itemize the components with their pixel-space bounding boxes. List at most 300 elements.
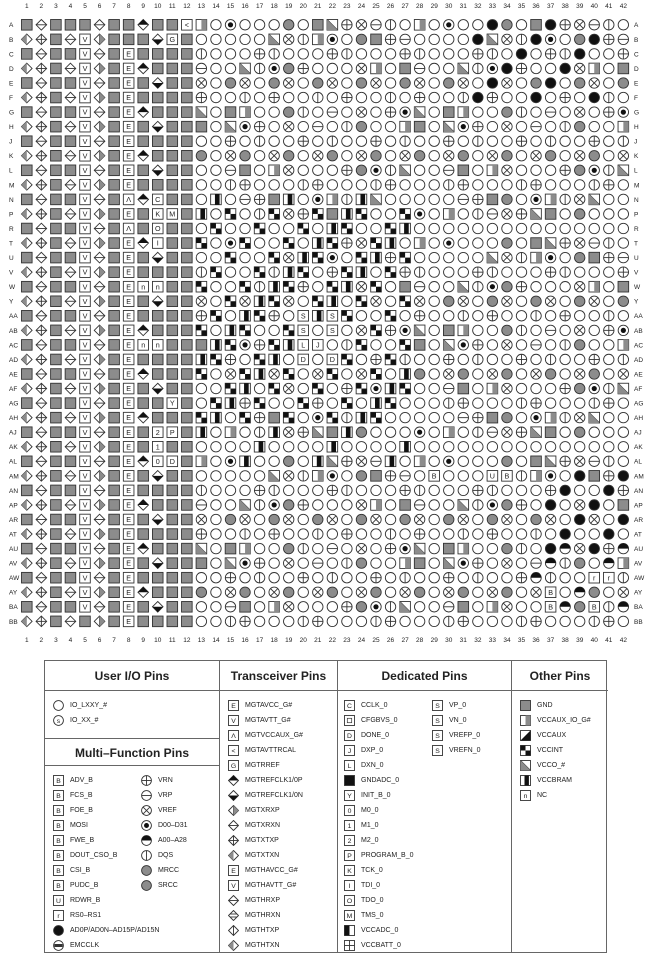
pin-cell (502, 427, 512, 437)
column-number-label: 30 (445, 637, 453, 644)
svg-text:V: V (82, 544, 88, 554)
pin-cell (211, 456, 221, 466)
pin-cell (487, 543, 497, 553)
pin-cell (502, 602, 512, 612)
pin-cell (560, 34, 570, 44)
pin-cell (225, 151, 235, 161)
pin-cell (298, 442, 308, 452)
legend-item-label: VREFN_0 (449, 747, 481, 754)
pin-cell (604, 180, 614, 190)
pin-cell (604, 369, 614, 379)
pin-cell (298, 107, 308, 117)
pin-cell (80, 252, 91, 263)
pin-cell (298, 165, 308, 175)
pin-cell (109, 296, 120, 307)
pin-cell (327, 107, 337, 117)
pin-cell (109, 325, 120, 336)
pin-cell (167, 296, 178, 307)
pin-cell (327, 151, 337, 161)
box-P-icon (344, 850, 355, 861)
pin-cell (487, 78, 497, 88)
pin-cell (414, 369, 424, 379)
pin-cell (313, 412, 323, 422)
pin-cell (269, 136, 279, 146)
pin-cell (152, 398, 163, 409)
pin-cell (94, 34, 105, 45)
pin-cell (589, 456, 599, 466)
svg-text:V: V (82, 253, 88, 263)
pin-cell (327, 573, 337, 583)
pin-cell (51, 281, 62, 292)
pin-cell (109, 543, 120, 554)
pin-cell (487, 238, 497, 248)
pin-cell (327, 398, 337, 408)
pin-cell (313, 136, 323, 146)
svg-text:E: E (126, 602, 132, 612)
pin-cell (473, 180, 483, 190)
pin-cell (225, 602, 235, 612)
pin-cell (240, 500, 251, 511)
pin-cell (196, 121, 207, 132)
pin-cell (225, 136, 235, 146)
pin-cell (65, 223, 76, 234)
pin-cell (298, 49, 308, 59)
pin-cell (94, 543, 105, 554)
pin-cell (225, 20, 235, 30)
column-number-label: 6 (97, 637, 102, 644)
pin-cell (22, 209, 33, 220)
pin-cell (371, 369, 382, 380)
pin-cell (254, 296, 265, 307)
pin-cell (356, 296, 367, 307)
pin-cell (618, 412, 628, 422)
pin-cell (443, 209, 454, 220)
column-number-label: 8 (126, 3, 131, 10)
row-letter-label: J (9, 138, 13, 146)
pin-cell (385, 529, 395, 539)
pin-cell (502, 500, 512, 510)
pin-cell (487, 20, 497, 30)
pin-cell (211, 514, 221, 524)
pin-cell (182, 558, 193, 569)
row-letter-label: AB (9, 327, 18, 335)
row-letter-label: U (634, 255, 639, 262)
pin-cell (356, 223, 366, 233)
pin-cell (443, 107, 454, 118)
pin-cell (109, 267, 120, 278)
svg-text:S: S (329, 311, 335, 321)
pin-cell (458, 587, 468, 597)
pin-cell (240, 92, 250, 102)
pin-cell (36, 558, 47, 569)
pin-cell (502, 456, 512, 466)
pin-cell (342, 442, 352, 452)
pin-cell (458, 121, 468, 131)
pin-cell (371, 383, 381, 393)
pin-cell (284, 602, 294, 612)
pin-cell (182, 121, 193, 132)
pin-cell (225, 514, 235, 524)
svg-text:E: E (126, 573, 132, 583)
pin-cell (182, 209, 193, 220)
pin-cell (429, 34, 439, 44)
pin-cell (94, 471, 105, 482)
pin-cell (604, 223, 614, 233)
box-0-icon (344, 805, 355, 816)
row-letter-label: H (9, 124, 14, 132)
svg-text:G: G (169, 34, 176, 44)
pin-cell (65, 398, 76, 409)
pin-cell (51, 543, 62, 554)
pin-cell (371, 20, 381, 30)
pin-cell (313, 325, 323, 335)
pin-cell (400, 587, 410, 597)
row-letter-label: F (634, 94, 638, 102)
pin-cell (444, 471, 454, 481)
pin-cell (152, 354, 163, 365)
pin-cell (240, 151, 250, 161)
pin-cell (284, 427, 294, 437)
column-number-label: 41 (605, 3, 613, 10)
pin-cell (371, 456, 381, 466)
pin-cell (487, 252, 498, 263)
pin-cell (356, 369, 366, 379)
svg-text:V: V (82, 355, 88, 365)
pin-cell (94, 165, 105, 176)
row-letter-label: AP (634, 502, 643, 510)
pin-cell (400, 573, 410, 583)
pin-cell (487, 471, 498, 482)
pin-cell (152, 223, 163, 234)
pin-cell (182, 165, 193, 176)
pin-cell (502, 194, 512, 204)
pin-cell (65, 412, 76, 423)
pin-cell (123, 587, 134, 598)
pin-cell (22, 558, 33, 569)
pin-cell (269, 558, 279, 568)
legend-item-label: RS0–RS1 (70, 912, 102, 919)
pin-cell (560, 194, 570, 204)
pin-cell (618, 78, 628, 88)
pin-cell (604, 165, 614, 175)
pin-cell (269, 238, 279, 248)
box-L-icon (344, 760, 355, 771)
pin-cell (254, 78, 264, 88)
pin-cell (414, 78, 424, 88)
pin-cell (560, 49, 570, 59)
pin-cell (531, 543, 541, 553)
pin-cell (80, 296, 91, 307)
pin-cell (400, 558, 411, 569)
pin-cell (356, 238, 366, 248)
legend-item-label: PUDC_B (70, 882, 99, 889)
pin-cell (560, 369, 570, 379)
pin-cell (575, 485, 585, 495)
pin-cell (80, 427, 91, 438)
pin-cell (167, 223, 178, 234)
diamond-bar-icon (228, 835, 239, 846)
box-Y-icon (344, 790, 355, 801)
pin-cell (604, 471, 614, 481)
pin-cell (575, 63, 585, 73)
pin-cell (123, 150, 134, 161)
pin-cell (254, 267, 265, 278)
row-letter-label: BA (9, 604, 18, 612)
pin-cell (80, 369, 91, 380)
pin-cell (487, 354, 497, 364)
legend-item-label: DXP_0 (361, 747, 384, 754)
row-letter-label: L (9, 167, 13, 175)
pin-cell (502, 121, 512, 131)
pin-cell (167, 602, 178, 613)
pin-cell (385, 354, 396, 365)
pin-cell (138, 223, 149, 234)
pin-cell (458, 485, 468, 495)
pin-cell (589, 20, 599, 30)
pin-cell (152, 369, 163, 380)
column-number-label: 16 (241, 637, 249, 644)
pin-cell (604, 602, 614, 612)
pin-cell (94, 311, 105, 322)
pin-cell (109, 34, 120, 45)
svg-text:E: E (126, 587, 132, 597)
pin-cell (196, 573, 206, 583)
pin-cell (167, 398, 178, 409)
pin-cell (414, 383, 424, 393)
pin-cell (109, 471, 120, 482)
pin-cell (575, 602, 585, 612)
pin-cell (36, 238, 47, 249)
pin-cell (429, 209, 439, 219)
pin-cell (182, 252, 193, 263)
box-S-icon (432, 730, 443, 741)
pin-cell (356, 354, 366, 364)
column-number-label: 5 (83, 637, 87, 644)
pin-cell (487, 194, 498, 205)
pin-cell (240, 49, 250, 59)
pin-cell (196, 63, 206, 73)
pin-cell (65, 325, 76, 336)
pin-cell (531, 587, 541, 597)
pin-cell (487, 573, 497, 583)
circle-x-icon (141, 805, 152, 816)
pin-cell (298, 427, 308, 437)
row-letter-label: K (634, 153, 639, 161)
pin-cell (473, 194, 483, 204)
pin-cell (123, 558, 134, 569)
pin-cell (65, 471, 76, 482)
pin-cell (269, 427, 280, 438)
pin-cell (371, 616, 381, 626)
pin-cell (516, 252, 526, 262)
pin-cell (123, 34, 134, 45)
pin-cell (313, 602, 323, 612)
pin-cell (487, 383, 498, 394)
pin-cell (65, 340, 76, 351)
pin-cell (575, 136, 585, 146)
pin-cell (196, 340, 207, 351)
column-number-label: 42 (619, 3, 627, 10)
box-B-icon (53, 880, 64, 891)
pin-cell (196, 92, 206, 102)
pin-cell (516, 78, 526, 88)
pin-cell (225, 442, 235, 452)
pin-cell (225, 558, 236, 569)
pin-cell (211, 296, 221, 306)
pin-cell (167, 616, 178, 627)
pin-cell (80, 572, 91, 583)
pin-cell (51, 354, 62, 365)
pin-cell (211, 412, 222, 423)
box-checker-icon (520, 745, 531, 756)
pin-cell (473, 514, 483, 524)
pin-cell (94, 252, 105, 263)
pin-cell (65, 150, 76, 161)
pin-cell (516, 267, 526, 277)
pin-cell (22, 412, 33, 423)
pin-cell (182, 78, 193, 89)
pin-cell (167, 92, 178, 103)
svg-text:E: E (126, 151, 132, 161)
pin-cell (65, 194, 76, 205)
pin-cell (618, 543, 628, 553)
pin-cell (211, 427, 221, 437)
pin-cell (109, 602, 120, 613)
pin-cell (51, 500, 62, 511)
pin-cell (225, 587, 235, 597)
pin-cell (327, 529, 337, 539)
pin-cell (473, 223, 483, 233)
pin-cell (531, 529, 541, 539)
pin-cell (327, 267, 337, 277)
pin-cell (138, 34, 149, 45)
pin-cell (109, 78, 120, 89)
column-number-label: 41 (605, 637, 613, 644)
row-letter-label: U (9, 255, 14, 262)
box-O-icon (344, 895, 355, 906)
svg-text:V: V (82, 93, 88, 103)
pin-cell (283, 194, 294, 205)
pin-cell (487, 267, 497, 277)
pin-cell (575, 282, 585, 292)
svg-text:V: V (82, 442, 88, 452)
pin-cell (269, 543, 279, 553)
pin-cell (356, 587, 366, 597)
pin-cell (473, 136, 483, 146)
pin-cell (487, 427, 497, 437)
pin-cell (94, 267, 105, 278)
pin-cell (560, 296, 570, 306)
pin-cell (22, 194, 33, 205)
pin-cell (575, 194, 585, 204)
pin-cell (473, 311, 483, 321)
pin-cell (589, 427, 599, 437)
pin-cell (152, 180, 163, 191)
svg-text:V: V (82, 195, 88, 204)
pin-cell (196, 456, 207, 467)
pin-cell (196, 136, 206, 146)
svg-text:S: S (300, 311, 306, 321)
box-B-icon (53, 835, 64, 846)
pin-cell (618, 107, 628, 117)
pin-cell (313, 587, 323, 597)
pin-cell (298, 616, 308, 626)
pin-cell (240, 573, 250, 583)
pin-cell (516, 485, 526, 495)
pin-cell (152, 49, 163, 60)
pin-cell (313, 340, 324, 351)
pin-cell (167, 558, 178, 569)
pin-cell (487, 485, 497, 495)
pin-cell (342, 136, 352, 146)
pin-cell (284, 485, 294, 495)
svg-text:E: E (126, 486, 132, 495)
pin-cell (65, 616, 76, 627)
pin-cell (182, 543, 193, 554)
legend-item-label: MGTHAVTT_G# (245, 882, 297, 889)
pin-cell (400, 500, 411, 511)
pin-cell (327, 383, 337, 393)
pin-cell (36, 572, 47, 583)
pin-cell (429, 238, 439, 248)
pin-cell (94, 281, 105, 292)
pin-cell (429, 223, 439, 233)
pin-cell (575, 223, 585, 233)
pin-cell (400, 136, 410, 146)
pin-cell (458, 209, 468, 219)
pin-cell (123, 92, 134, 103)
column-number-label: 8 (126, 637, 131, 644)
svg-text:L: L (301, 340, 306, 350)
pin-cell (298, 471, 308, 481)
pin-cell (356, 471, 366, 481)
pin-cell (225, 529, 235, 539)
diamond-line-icon (228, 895, 239, 906)
pin-cell (589, 471, 600, 482)
pin-cell (36, 441, 47, 452)
pin-cell (560, 412, 570, 422)
pin-cell (502, 267, 512, 277)
pin-cell (211, 471, 221, 481)
pin-cell (385, 456, 396, 467)
pin-cell (414, 107, 425, 118)
pin-cell (531, 456, 542, 467)
pin-cell (444, 267, 454, 277)
box-V-icon (228, 880, 239, 891)
pin-cell (254, 456, 264, 466)
pin-cell (123, 180, 134, 191)
pin-cell (298, 325, 309, 336)
pin-cell (123, 209, 134, 220)
pin-cell (254, 180, 264, 190)
svg-text:E: E (126, 107, 132, 117)
pin-cell (298, 78, 308, 88)
pin-cell (589, 78, 599, 88)
pin-cell (109, 441, 120, 452)
pin-cell (371, 165, 381, 175)
pin-cell (618, 311, 628, 321)
svg-text:E: E (126, 340, 132, 350)
pin-cell (284, 252, 294, 262)
pin-cell (342, 354, 353, 365)
pin-cell (167, 369, 178, 380)
pin-cell (575, 383, 585, 393)
pin-cell (313, 500, 323, 510)
svg-text:V: V (82, 340, 88, 350)
pin-cell (618, 223, 628, 233)
pin-cell (458, 369, 468, 379)
row-letter-label: AM (9, 473, 19, 481)
